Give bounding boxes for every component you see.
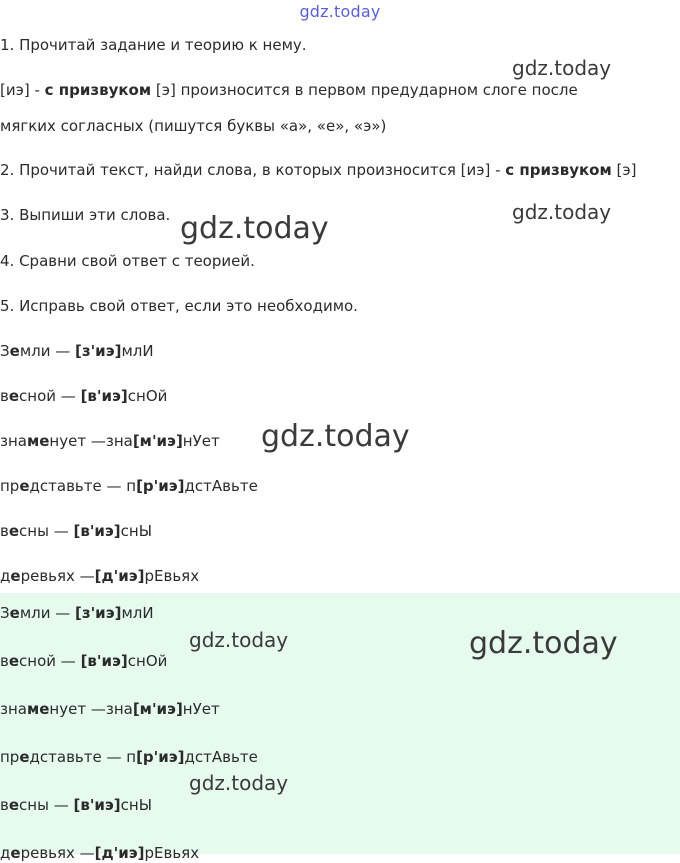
transcription: [м'иэ]: [132, 700, 183, 718]
theory-line-2: мягких согласных (пишутся буквы «а», «е», «э»): [0, 117, 387, 135]
answer-row-repeat: весной — [в'иэ]снОй: [0, 652, 168, 670]
answer-row-repeat: представьте — п[р'иэ]дстАвьте: [0, 748, 258, 766]
watermark: gdz.today: [512, 56, 612, 80]
site-header-logo[interactable]: gdz.today: [299, 2, 381, 21]
transcription: [р'иэ]: [136, 477, 185, 495]
transcription: [в'иэ]: [73, 522, 121, 540]
answer-row: Земли — [з'иэ]млИ: [0, 342, 154, 360]
transcription: [м'иэ]: [132, 432, 183, 450]
watermark: gdz.today: [180, 211, 329, 246]
watermark: gdz.today: [469, 626, 618, 661]
answer-row: представьте — п[р'иэ]дстАвьте: [0, 477, 258, 495]
answer-row-repeat: деревьях —[д'иэ]рЕвьях: [0, 844, 200, 862]
transcription: [р'иэ]: [136, 748, 185, 766]
task-step-3: 3. Выпиши эти слова.: [0, 206, 171, 224]
task-step-4: 4. Сравни свой ответ с теорией.: [0, 252, 255, 270]
task-step-1: 1. Прочитай задание и теорию к нему.: [0, 36, 307, 54]
watermark: gdz.today: [512, 200, 612, 224]
answer-row: знаменует —зна[м'иэ]нУет: [0, 432, 220, 450]
transcription: [д'иэ]: [94, 567, 145, 585]
transcription: [в'иэ]: [80, 387, 128, 405]
answer-row: весны — [в'иэ]снЫ: [0, 522, 152, 540]
answer-row-repeat: весны — [в'иэ]снЫ: [0, 796, 152, 814]
transcription: [д'иэ]: [94, 844, 145, 862]
task-step-5: 5. Исправь свой ответ, если это необходимо.: [0, 297, 358, 315]
transcription: [в'иэ]: [73, 796, 121, 814]
task-step-2: [0, 160, 636, 180]
step2-bold-term: с призвуком: [505, 161, 612, 179]
answer-row: весной — [в'иэ]снОй: [0, 387, 168, 405]
theory-bold-term: с призвуком: [44, 81, 152, 99]
watermark: gdz.today: [189, 628, 289, 652]
watermark: gdz.today: [189, 771, 289, 795]
answer-row-repeat: знаменует —зна[м'иэ]нУет: [0, 700, 220, 718]
transcription: [з'иэ]: [75, 342, 122, 360]
answer-row: деревьях —[д'иэ]рЕвьях: [0, 567, 200, 585]
transcription: [в'иэ]: [80, 652, 128, 670]
answer-row-repeat: Земли — [з'иэ]млИ: [0, 604, 154, 622]
transcription: [з'иэ]: [75, 604, 122, 622]
theory-text: [э] произносится в первом предударном слоге после: [151, 81, 578, 99]
theory-line-1: [0, 80, 578, 100]
watermark: gdz.today: [261, 419, 410, 454]
theory-text: [иэ] -: [0, 81, 45, 99]
step2-text: [э]: [611, 161, 637, 179]
step2-text: 2. Прочитай текст, найди слова, в которых произносится [иэ] -: [0, 161, 506, 179]
